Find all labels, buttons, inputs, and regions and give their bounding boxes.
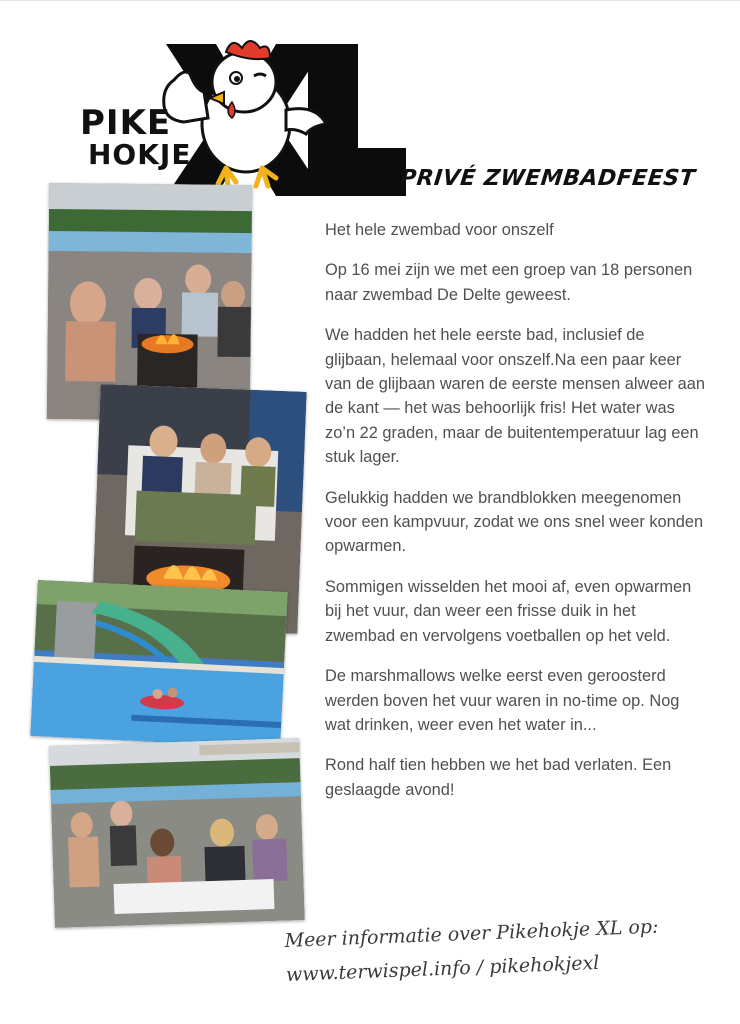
photo-pool-slide <box>30 580 287 748</box>
photo-group-terrace <box>49 738 305 928</box>
logo-word-hokje: HOKJE <box>88 138 192 171</box>
article-paragraph: Rond half tien hebben we het bad verlaten. Een geslaagde avond! <box>325 756 672 799</box>
footer-website-link[interactable]: www.terwispel.info / pikehokjexl <box>285 951 600 986</box>
pikehokje-xl-logo <box>76 26 416 196</box>
article-paragraph: We hadden het hele eerste bad, inclusief de glijbaan, helemaal voor onszelf.Na een paar keer van de glijbaan waren de eerste mensen alweer aan de kant — het was behoorlijk fris! Het water was zo’n 22 graden, maar de buitentemperatuur lag een stuk lager. <box>325 326 705 467</box>
article-heading: Het hele zwembad voor onszelf <box>325 221 554 239</box>
article-body <box>325 218 705 818</box>
logo-word-pike: PIKE <box>80 103 172 143</box>
article-paragraph: De marshmallows welke eerst even geroosterd werden boven het vuur waren in no-time op. Nog wat drinken, weer even het water in... <box>325 667 680 734</box>
footer-info <box>284 908 706 992</box>
article-paragraph: Gelukkig hadden we brandblokken meegenomen voor een kampvuur, zodat we ons snel weer konden opwarmen. <box>325 488 704 556</box>
article-paragraph: Sommigen wisselden het mooi af, even opwarmen bij het vuur, dan weer een frisse duik in het zwembad en vervolgens voetballen op het veld. <box>325 577 692 645</box>
top-border <box>0 0 740 1</box>
article-paragraph: Op 16 mei zijn we met een groep van 18 personen naar zwembad De Delte geweest. <box>325 261 693 304</box>
footer-info-line: Meer informatie over Pikehokje XL op: <box>284 915 659 952</box>
event-title: PRIVÉ ZWEMBADFEEST <box>398 166 697 191</box>
